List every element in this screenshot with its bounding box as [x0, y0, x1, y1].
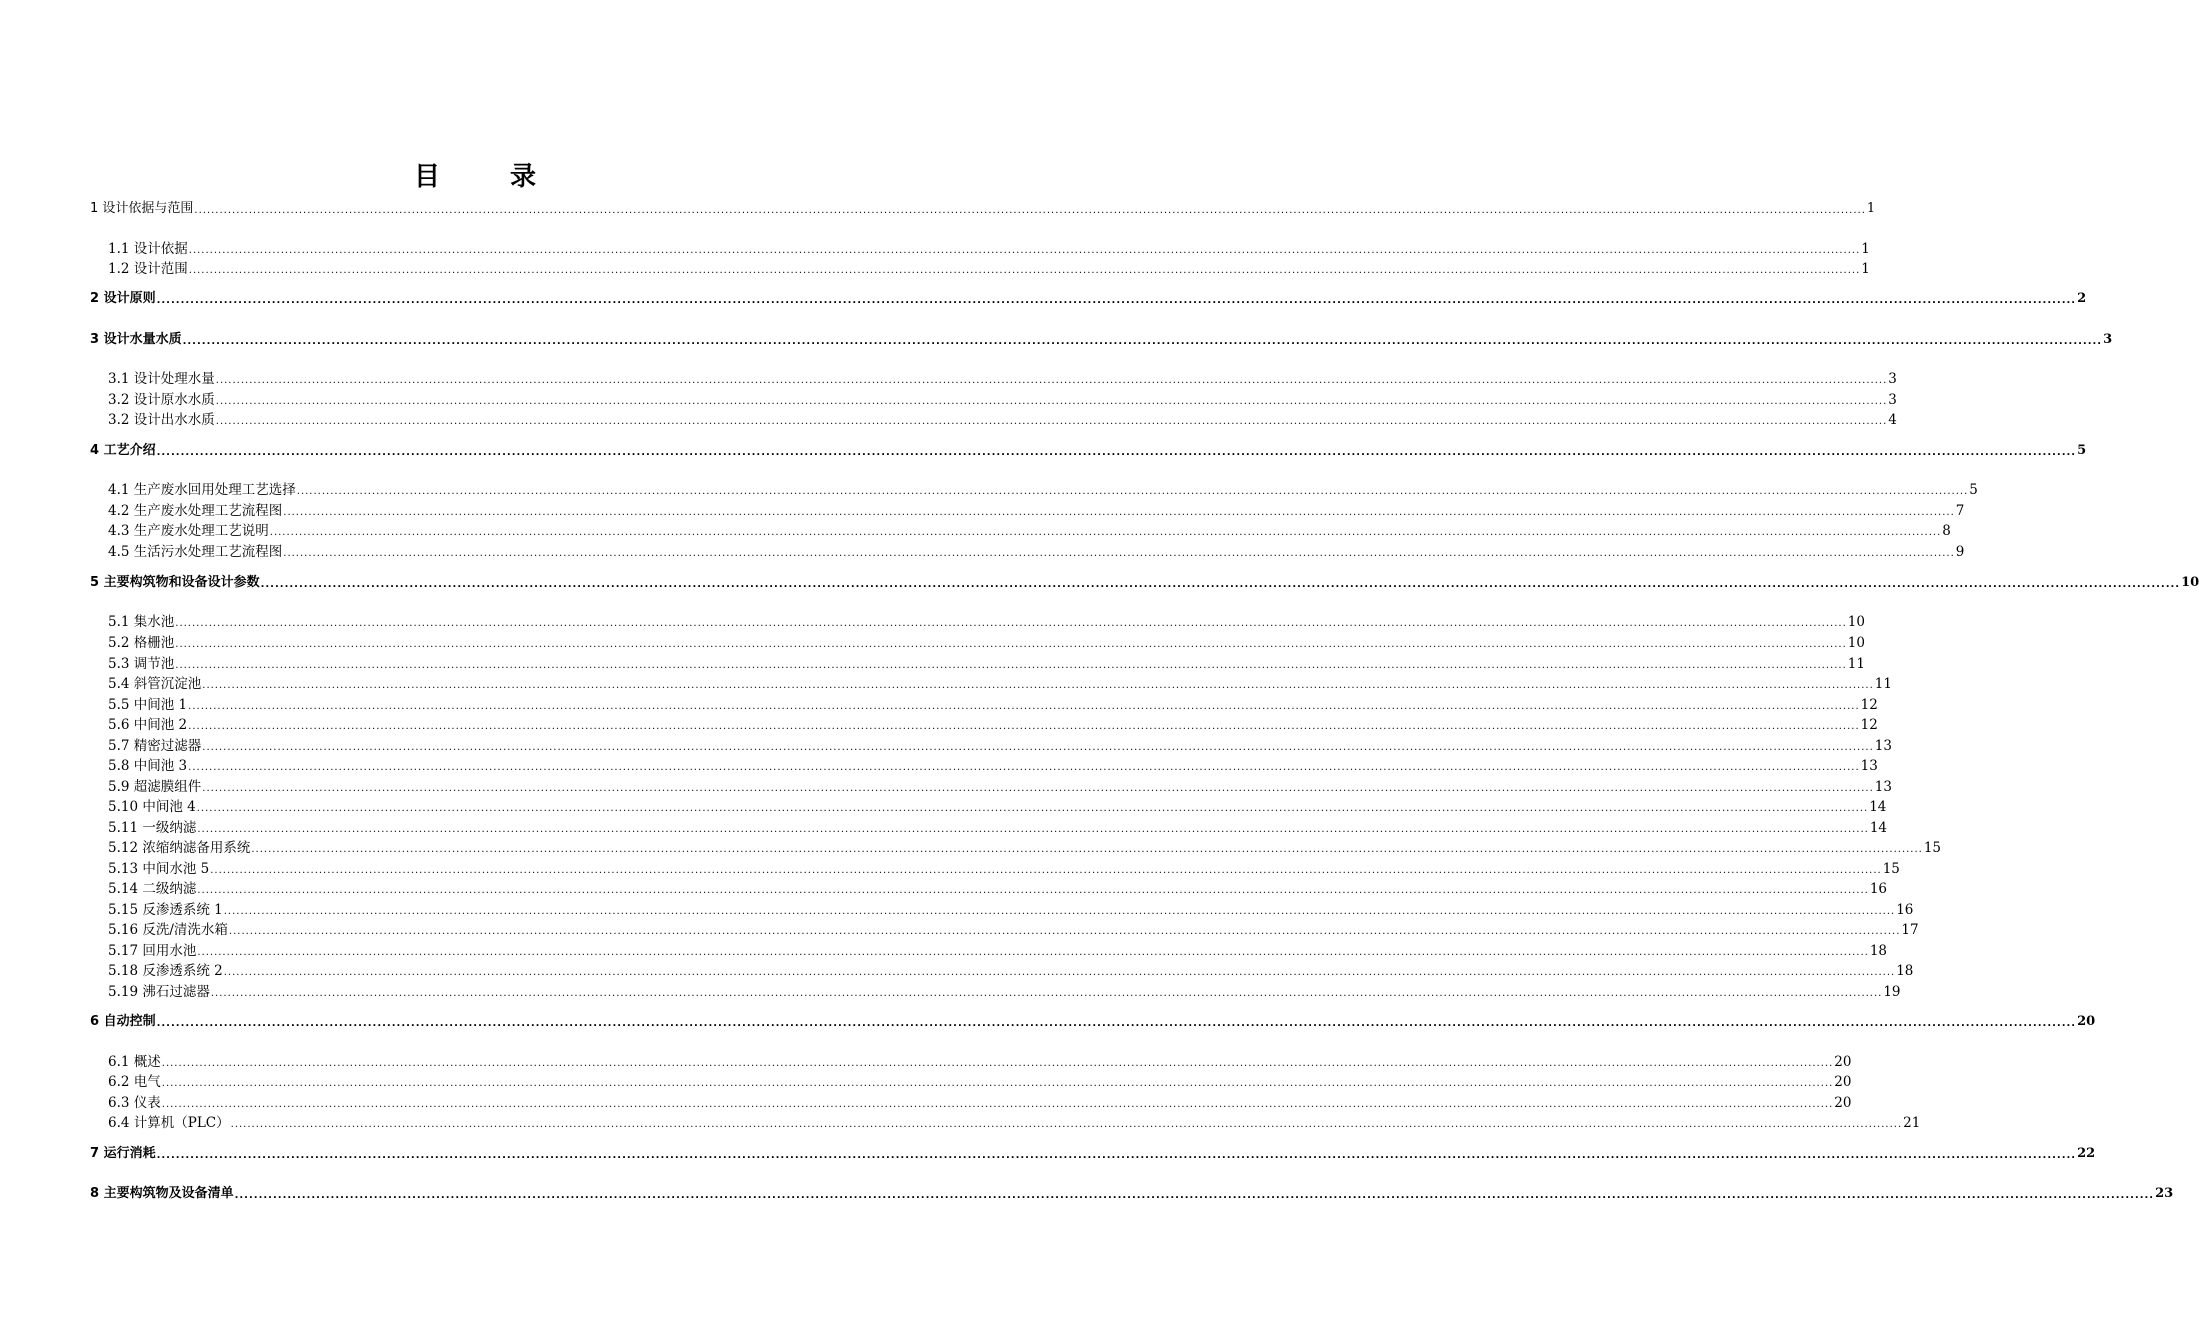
toc-dot-leader: ................................................................................................................................................................................................................................................................................................................................................................................................................ [296, 486, 1969, 497]
toc-entry-label: 5.5 中间池 1 [108, 697, 188, 713]
toc-page-number: 7 [1955, 503, 1965, 519]
toc-page-number: 12 [1860, 717, 1878, 733]
toc-page-number: 11 [1847, 656, 1865, 672]
toc-chapter-entry[interactable] [90, 1013, 2096, 1031]
toc-entry-label: 7 运行消耗 [90, 1146, 156, 1161]
toc-entry-label: 3.1 设计处理水量 [108, 371, 215, 387]
toc-section-entry[interactable] [108, 860, 1900, 878]
toc-chapter-entry[interactable] [90, 1185, 2174, 1203]
toc-dot-leader: ................................................................................................................................................................................................................................................................................................................................................................................................................ [161, 1078, 1834, 1089]
toc-section-entry[interactable] [108, 522, 1951, 540]
toc-entry-label: 5.4 斜管沉淀池 [108, 676, 202, 692]
toc-page-number: 17 [1901, 922, 1919, 938]
toc-dot-leader: ................................................................................................................................................................................................................................................................................................................................................................................................................ [182, 336, 2103, 347]
toc-page-number: 13 [1874, 779, 1892, 795]
toc-section-entry[interactable] [108, 391, 1897, 409]
toc-entry-label: 6 自动控制 [90, 1014, 156, 1029]
toc-dot-leader: ................................................................................................................................................................................................................................................................................................................................................................................................................ [188, 721, 1860, 732]
toc-page-number: 4 [1888, 412, 1897, 428]
toc-dot-leader: ................................................................................................................................................................................................................................................................................................................................................................................................................ [215, 416, 1888, 427]
toc-section-entry[interactable] [108, 634, 1865, 652]
toc-page-number: 8 [1942, 523, 1951, 539]
toc-dot-leader: ................................................................................................................................................................................................................................................................................................................................................................................................................ [215, 396, 1888, 407]
toc-entry-label: 3.2 设计原水水质 [108, 392, 215, 408]
toc-section-entry[interactable] [108, 696, 1878, 714]
toc-dot-leader: ................................................................................................................................................................................................................................................................................................................................................................................................................ [196, 803, 1869, 814]
toc-page-number: 20 [2077, 1014, 2096, 1029]
toc-dot-leader: ................................................................................................................................................................................................................................................................................................................................................................................................................ [161, 1099, 1834, 1110]
toc-dot-leader: ................................................................................................................................................................................................................................................................................................................................................................................................................ [194, 205, 1866, 216]
toc-dot-leader: ................................................................................................................................................................................................................................................................................................................................................................................................................ [215, 375, 1888, 386]
toc-page-number: 3 [2103, 332, 2113, 347]
toc-entry-label: 6.1 概述 [108, 1054, 161, 1070]
toc-entry-label: 4.1 生产废水回用处理工艺选择 [108, 482, 296, 498]
toc-dot-leader: ................................................................................................................................................................................................................................................................................................................................................................................................................ [156, 1018, 2077, 1029]
toc-page-number: 9 [1955, 544, 1965, 560]
toc-dot-leader: ................................................................................................................................................................................................................................................................................................................................................................................................................ [234, 1190, 2155, 1201]
toc-chapter-entry[interactable] [90, 331, 2113, 349]
toc-dot-leader: ................................................................................................................................................................................................................................................................................................................................................................................................................ [283, 548, 1955, 559]
toc-page-number: 18 [1869, 943, 1888, 959]
toc-page-number: 20 [1834, 1095, 1852, 1111]
toc-dot-leader: ................................................................................................................................................................................................................................................................................................................................................................................................................ [223, 906, 1896, 917]
toc-section-entry[interactable] [108, 481, 1978, 499]
toc-section-entry[interactable] [108, 983, 1901, 1001]
toc-section-entry[interactable] [108, 737, 1892, 755]
toc-page-number: 13 [1874, 738, 1892, 754]
toc-entry-label: 5 主要构筑物和设备设计参数 [90, 575, 260, 590]
toc-section-entry[interactable] [108, 613, 1865, 631]
toc-entry-label: 5.14 二级纳滤 [108, 881, 197, 897]
toc-entry-label: 5.8 中间池 3 [108, 758, 188, 774]
toc-entry-label: 5.6 中间池 2 [108, 717, 188, 733]
toc-entry-label: 4.2 生产废水处理工艺流程图 [108, 503, 283, 519]
toc-dot-leader: ................................................................................................................................................................................................................................................................................................................................................................................................................ [230, 1119, 1903, 1130]
toc-dot-leader: ................................................................................................................................................................................................................................................................................................................................................................................................................ [251, 844, 1923, 855]
toc-chapter-entry[interactable] [90, 1145, 2096, 1163]
toc-entry-label: 5.2 格栅池 [108, 635, 175, 651]
toc-page-number: 16 [1896, 902, 1914, 918]
toc-section-entry[interactable] [108, 675, 1892, 693]
toc-chapter-entry[interactable] [90, 290, 2087, 308]
toc-page-number: 1 [1861, 261, 1870, 277]
toc-section-entry[interactable] [108, 921, 1919, 939]
toc-entry-label: 5.19 沸石过滤器 [108, 984, 210, 1000]
toc-entry-label: 5.12 浓缩纳滤备用系统 [108, 840, 251, 856]
toc-section-entry[interactable] [108, 1053, 1852, 1071]
toc-entry-label: 2 设计原则 [90, 291, 156, 306]
toc-page-number: 15 [1882, 861, 1900, 877]
toc-section-entry[interactable] [108, 798, 1887, 816]
toc-section-entry[interactable] [108, 716, 1878, 734]
toc-entry-label: 1 设计依据与范围 [90, 201, 194, 216]
toc-entry-label: 8 主要构筑物及设备清单 [90, 1186, 234, 1201]
toc-section-entry[interactable] [108, 411, 1897, 429]
toc-dot-leader: ................................................................................................................................................................................................................................................................................................................................................................................................................ [156, 447, 2077, 458]
toc-section-entry[interactable] [108, 1114, 1921, 1132]
toc-page-number: 19 [1883, 984, 1901, 1000]
toc-page-number: 23 [2155, 1186, 2174, 1201]
toc-entry-label: 3 设计水量水质 [90, 332, 182, 347]
toc-entry-label: 3.2 设计出水水质 [108, 412, 215, 428]
toc-entry-label: 5.15 反渗透系统 1 [108, 902, 223, 918]
toc-section-entry[interactable] [108, 502, 1965, 520]
toc-entry-label: 6.2 电气 [108, 1074, 161, 1090]
toc-page-number: 5 [1969, 482, 1978, 498]
toc-entry-label: 4.3 生产废水处理工艺说明 [108, 523, 269, 539]
toc-chapter-entry[interactable] [90, 200, 1876, 218]
toc-dot-leader: ................................................................................................................................................................................................................................................................................................................................................................................................................ [269, 527, 1942, 538]
toc-page-number: 14 [1869, 820, 1888, 836]
toc-page-number: 15 [1923, 840, 1942, 856]
toc-entry-label: 1.2 设计范围 [108, 261, 188, 277]
toc-page-number: 14 [1869, 799, 1887, 815]
toc-entry-label: 5.16 反洗/清洗水箱 [108, 922, 228, 938]
toc-section-entry[interactable] [108, 942, 1888, 960]
toc-page-number: 16 [1869, 881, 1888, 897]
toc-page-number: 22 [2077, 1146, 2096, 1161]
toc-entry-label: 5.1 集水池 [108, 614, 175, 630]
toc-dot-leader: ................................................................................................................................................................................................................................................................................................................................................................................................................ [188, 762, 1860, 773]
toc-dot-leader: ................................................................................................................................................................................................................................................................................................................................................................................................................ [161, 1058, 1834, 1069]
toc-dot-leader: ................................................................................................................................................................................................................................................................................................................................................................................................................ [210, 988, 1883, 999]
toc-entry-label: 6.4 计算机（PLC） [108, 1115, 230, 1131]
toc-dot-leader: ................................................................................................................................................................................................................................................................................................................................................................................................................ [197, 824, 1869, 835]
toc-page-number: 13 [1860, 758, 1878, 774]
toc-section-entry[interactable] [108, 655, 1865, 673]
toc-page-number: 1 [1866, 201, 1876, 216]
toc-section-entry[interactable] [108, 543, 1965, 561]
toc-entry-label: 5.7 精密过滤器 [108, 738, 202, 754]
toc-dot-leader: ................................................................................................................................................................................................................................................................................................................................................................................................................ [156, 295, 2077, 306]
toc-page-number: 5 [2077, 443, 2087, 458]
toc-dot-leader: ................................................................................................................................................................................................................................................................................................................................................................................................................ [210, 865, 1882, 876]
toc-section-entry[interactable] [108, 778, 1892, 796]
toc-chapter-entry[interactable] [90, 574, 2199, 592]
toc-dot-leader: ................................................................................................................................................................................................................................................................................................................................................................................................................ [188, 701, 1860, 712]
toc-chapter-entry[interactable] [90, 442, 2087, 460]
page-title: 目 录 [413, 162, 558, 192]
toc-page-number: 2 [2077, 291, 2087, 306]
toc-page-number: 10 [1847, 635, 1865, 651]
toc-section-entry[interactable] [108, 370, 1897, 388]
toc-dot-leader: ................................................................................................................................................................................................................................................................................................................................................................................................................ [197, 885, 1869, 896]
toc-page-number: 3 [1888, 371, 1897, 387]
toc-page-number: 20 [1834, 1054, 1852, 1070]
toc-page-number: 20 [1834, 1074, 1852, 1090]
toc-page-number: 18 [1896, 963, 1914, 979]
toc-entry-label: 5.17 回用水池 [108, 943, 197, 959]
toc-page-number: 1 [1861, 241, 1870, 257]
toc-page-number: 3 [1888, 392, 1897, 408]
toc-dot-leader: ................................................................................................................................................................................................................................................................................................................................................................................................................ [202, 783, 1874, 794]
toc-page-number: 21 [1903, 1115, 1921, 1131]
toc-dot-leader: ................................................................................................................................................................................................................................................................................................................................................................................................................ [197, 947, 1869, 958]
toc-page-number: 10 [2181, 575, 2199, 590]
toc-section-entry[interactable] [108, 962, 1914, 980]
toc-entry-label: 6.3 仪表 [108, 1095, 161, 1111]
toc-page-number: 12 [1860, 697, 1878, 713]
toc-dot-leader: ................................................................................................................................................................................................................................................................................................................................................................................................................ [188, 245, 1861, 256]
toc-dot-leader: ................................................................................................................................................................................................................................................................................................................................................................................................................ [202, 680, 1874, 691]
toc-dot-leader: ................................................................................................................................................................................................................................................................................................................................................................................................................ [175, 660, 1847, 671]
toc-entry-label: 5.13 中间水池 5 [108, 861, 210, 877]
toc-dot-leader: ................................................................................................................................................................................................................................................................................................................................................................................................................ [175, 639, 1847, 650]
toc-entry-label: 4 工艺介绍 [90, 443, 156, 458]
toc-section-entry[interactable] [108, 839, 1942, 857]
toc-section-entry[interactable] [108, 240, 1870, 258]
toc-entry-label: 1.1 设计依据 [108, 241, 188, 257]
toc-section-entry[interactable] [108, 757, 1878, 775]
toc-dot-leader: ................................................................................................................................................................................................................................................................................................................................................................................................................ [175, 618, 1847, 629]
toc-dot-leader: ................................................................................................................................................................................................................................................................................................................................................................................................................ [202, 742, 1874, 753]
toc-entry-label: 5.18 反渗透系统 2 [108, 963, 223, 979]
toc-section-entry[interactable] [108, 901, 1914, 919]
toc-page-number: 10 [1847, 614, 1865, 630]
toc-section-entry[interactable] [108, 819, 1888, 837]
toc-section-entry[interactable] [108, 1094, 1852, 1112]
toc-entry-label: 5.10 中间池 4 [108, 799, 196, 815]
toc-dot-leader: ................................................................................................................................................................................................................................................................................................................................................................................................................ [223, 967, 1896, 978]
toc-dot-leader: ................................................................................................................................................................................................................................................................................................................................................................................................................ [188, 265, 1861, 276]
toc-dot-leader: ................................................................................................................................................................................................................................................................................................................................................................................................................ [228, 926, 1901, 937]
toc-dot-leader: ................................................................................................................................................................................................................................................................................................................................................................................................................ [283, 507, 1955, 518]
toc-entry-label: 5.9 超滤膜组件 [108, 779, 202, 795]
toc-section-entry[interactable] [108, 260, 1870, 278]
toc-entry-label: 5.11 一级纳滤 [108, 820, 197, 836]
toc-entry-label: 4.5 生活污水处理工艺流程图 [108, 544, 283, 560]
toc-section-entry[interactable] [108, 1073, 1852, 1091]
toc-dot-leader: ................................................................................................................................................................................................................................................................................................................................................................................................................ [260, 579, 2181, 590]
toc-entry-label: 5.3 调节池 [108, 656, 175, 672]
toc-section-entry[interactable] [108, 880, 1888, 898]
toc-page-number: 11 [1874, 676, 1892, 692]
toc-dot-leader: ................................................................................................................................................................................................................................................................................................................................................................................................................ [156, 1150, 2077, 1161]
